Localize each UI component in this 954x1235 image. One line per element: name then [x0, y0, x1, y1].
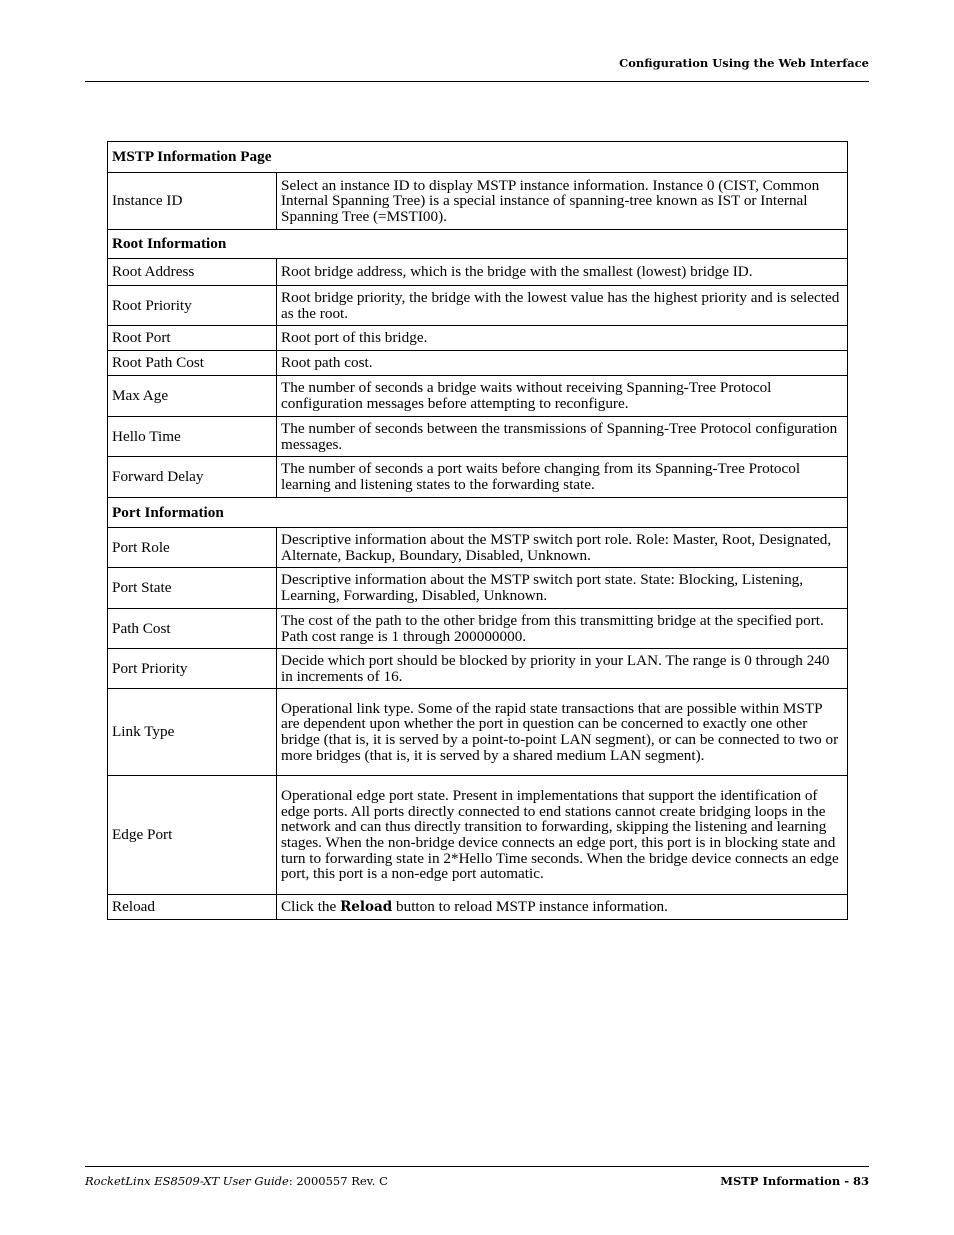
field-description: Operational link type. Some of the rapid state transactions that are possible within MSTP are dependent upon whether the port in question can be concerned to exactly one other bridge (that is, it is served by a point-to-point LAN segment), or can be connected to two or more bridges (that is, it is served by a shared medium LAN segment).	[277, 689, 848, 776]
section-heading-row	[108, 498, 848, 528]
table-row	[108, 417, 848, 457]
table-row	[108, 528, 848, 568]
field-name: Reload	[108, 895, 277, 920]
field-name: Max Age	[108, 376, 277, 417]
header-divider	[85, 81, 869, 82]
field-description: Descriptive information about the MSTP switch port state. State: Blocking, Listening, Learning, Forwarding, Disabled, Unknown.	[277, 568, 848, 609]
section-heading-root-information: Root Information	[108, 230, 848, 259]
footer-doc-title: RocketLinx ES8509-XT User Guide	[85, 1174, 289, 1188]
reload-text-before: Click the	[281, 897, 341, 915]
field-name: Instance ID	[108, 173, 277, 230]
table-row	[108, 286, 848, 326]
reload-keyword: Reload	[340, 898, 393, 915]
footer-divider	[85, 1166, 869, 1167]
table-title: MSTP Information Page	[108, 142, 848, 173]
running-header: Configuration Using the Web Interface	[619, 56, 869, 70]
footer-document-info	[85, 1174, 388, 1188]
field-description: The number of seconds between the transmissions of Spanning-Tree Protocol configuration messages.	[277, 417, 848, 457]
table-row	[108, 776, 848, 895]
field-name: Root Path Cost	[108, 351, 277, 376]
field-description: Root bridge address, which is the bridge with the smallest (lowest) bridge ID.	[277, 259, 848, 286]
table-row	[108, 173, 848, 230]
field-name: Forward Delay	[108, 457, 277, 498]
table-row	[108, 457, 848, 498]
field-name: Port State	[108, 568, 277, 609]
field-description: Root port of this bridge.	[277, 326, 848, 351]
field-description: The number of seconds a bridge waits without receiving Spanning-Tree Protocol configuration messages before attempting to reconfigure.	[277, 376, 848, 417]
table-row	[108, 609, 848, 649]
footer-page-label: MSTP Information - 83	[720, 1174, 869, 1188]
table-row	[108, 259, 848, 286]
field-name: Port Role	[108, 528, 277, 568]
footer-doc-rev: : 2000557 Rev. C	[288, 1174, 388, 1188]
field-description: Root path cost.	[277, 351, 848, 376]
table-row	[108, 376, 848, 417]
mstp-info-table	[107, 141, 848, 920]
table-row	[108, 568, 848, 609]
field-description: Decide which port should be blocked by priority in your LAN. The range is 0 through 240 in increments of 16.	[277, 649, 848, 689]
field-name: Link Type	[108, 689, 277, 776]
field-name: Root Priority	[108, 286, 277, 326]
field-name: Root Port	[108, 326, 277, 351]
field-description	[277, 895, 848, 920]
table-row	[108, 326, 848, 351]
field-name: Root Address	[108, 259, 277, 286]
table-row	[108, 689, 848, 776]
field-name: Edge Port	[108, 776, 277, 895]
table-title-row	[108, 142, 848, 173]
field-name: Port Priority	[108, 649, 277, 689]
table-row	[108, 649, 848, 689]
field-description: The cost of the path to the other bridge from this transmitting bridge at the specified port. Path cost range is 1 through 200000000.	[277, 609, 848, 649]
field-name: Path Cost	[108, 609, 277, 649]
section-heading-port-information: Port Information	[108, 498, 848, 528]
field-description: Operational edge port state. Present in implementations that support the identification of edge ports. All ports directly connected to end stations cannot create bridging loops in the network and can thus directly transition to forwarding, skipping the listening and learning stages. When the non-bridge device connects an edge port, this port is in blocking state and turn to forwarding state in 2*Hello Time seconds. When the bridge device connects an edge port, this port is a non-edge port automatic.	[277, 776, 848, 895]
field-description: The number of seconds a port waits before changing from its Spanning-Tree Protocol learning and listening states to the forwarding state.	[277, 457, 848, 498]
field-description: Select an instance ID to display MSTP instance information. Instance 0 (CIST, Common Internal Spanning Tree) is a special instance of spanning-tree known as IST or Internal Spanning Tree (=MSTI00).	[277, 173, 848, 230]
section-heading-row	[108, 230, 848, 259]
field-name: Hello Time	[108, 417, 277, 457]
field-description: Descriptive information about the MSTP switch port role. Role: Master, Root, Designated, Alternate, Backup, Boundary, Disabled, Unknown.	[277, 528, 848, 568]
table-row	[108, 895, 848, 920]
table-row	[108, 351, 848, 376]
reload-text-after: button to reload MSTP instance information.	[392, 897, 668, 915]
field-description: Root bridge priority, the bridge with the lowest value has the highest priority and is selected as the root.	[277, 286, 848, 326]
